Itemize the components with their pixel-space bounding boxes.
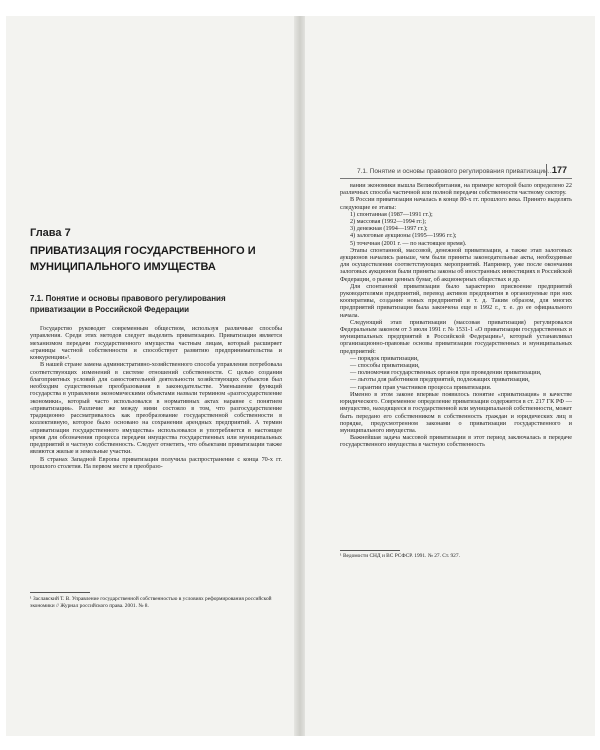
paragraph: Именно в этом законе впервые появилось понятие «приватизация» в качестве юридического. Современное определение приватизации содержится в ст. 217 ГК РФ — имущество, находящееся в государственной или муниципальной собственности, может быть передано его собственником в собственность граждан и юридических лиц в порядке, предусмотренном законами о приватизации государственного и муниципального имущества. [340,390,572,434]
list-item: — полномочия государственных органов при проведении приватизации, [350,369,542,377]
right-footnote: ¹ Ведомости СНД и ВС РСФСР. 1991. № 27. Ст. 927. [340,553,460,559]
list-item: 5) точечная (2001 г. — по настоящее время). [350,239,467,247]
chapter-label: Глава 7 [30,227,71,239]
list-item: 2) массовая (1992—1994 гг.); [350,218,427,226]
list-item: 3) денежная (1994—1997 гг.); [350,225,428,233]
paragraph: вании экономики вышла Великобритания, на примере которой было определено 22 различных способа частичной или полной передачи собственности частному сектору. [340,182,572,197]
list-item: 1) спонтанная (1987—1991 гг.); [350,210,433,218]
left-body-text [30,325,282,470]
list-item: — порядок приватизации, [350,354,419,362]
paragraph: Важнейшая задача массовой приватизации в этот период заключалась в передаче государственного имущества в частную собственность [340,434,572,449]
running-head: 7.1. Понятие и основы правового регулирования приватизации... [357,168,554,175]
list-item: — льготы для работников предприятий, подлежащих приватизации, [350,376,530,384]
paragraph: В нашей стране замена административно-хозяйственного способа управления потребовала соответствующих изменений в системе отношений собственности. С целью создания благоприятных условий для самостоятельной деятельности хозяйствующих субъектов был необходим существенные преобразования в законодательстве. Уменьшение функций государства в управлении экономическими объектами назвали термином «разгосударствление экономики», который часто использовался в нормативных актах наравне с понятием «приватизация». Различие же между ними состояло в том, что разгосударствление традиционно рассматривалось как преобразование государственной собственности в коллективную, которое было основано на сохранении арендных предприятий. А термин «приватизация государственного имущества» использовался и употребляется в настоящее время для обозначения процесса передачи имущества государственных или муниципальных предприятий в частную собственность. Следует отметить, что объектами приватизации также являются жилые и земельные участки. [30,361,282,456]
footnote-divider [340,550,400,551]
list-item: 4) залоговые аукционы (1995—1996 гг.); [350,232,457,240]
paragraph: Государство руководит современным обществом, используя различные способы управления. Среди этих методов следует выделить приватизацию. Приватизация является механизмом передачи государственного имущества частным лицам, который расширяет «границы частной собственности и способствует развитию предпринимательства и конкуренции»¹. [30,325,282,361]
left-footnote: ¹ Заславский Т. В. Управление государственной собственностью в условиях реформирования российской экономики // Журнал российского права. 2001. № 8. [30,596,272,609]
header-divider-vertical [546,164,547,176]
page-number: 177 [552,165,568,175]
paragraph: В странах Западной Европы приватизация получила распространение с конца 70-х гг. прошлого столетия. На первом месте в преобразо- [30,455,282,470]
paragraph: Для спонтанной приватизации было характерно присвоение предприятий руководителями предприятий, перевод активов предприятия в организуемые при них кооперативы, создание новых предприятий и т. д. Таким образом, для многих предприятий приватизация была закончена еще в 1992 г., т. е. до ее официального начала. [340,282,572,319]
chapter-title: ПРИВАТИЗАЦИЯ ГОСУДАРСТВЕННОГО И МУНИЦИПАЛЬНОГО ИМУЩЕСТВА [30,245,256,273]
section-title: 7.1. Понятие и основы правового регулирования приватизации в Российской Федерации [30,294,226,314]
paragraph: Следующий этап приватизации (массовая приватизация) регулировался Федеральным законом от 3 июля 1991 г. № 1531-1 «О приватизации государственных и муниципальных предприятий в Российской Федерации»¹, который устанавливал организационно-правовые основы приватизации государственных и муниципальных предприятий: [340,318,572,355]
header-rule [340,178,572,179]
list-item: — способы приватизации, [350,362,420,370]
paragraph: Этапы спонтанной, массовой, денежной приватизации, а также этап залоговых аукционов начались раньше, чем были приняты законодательные акты, необходимые для осуществления соответствующих мероприятий. Например, уже после окончания залоговых аукционов были приняты законы об иностранных инвестициях в Российской Федерации, о рынке ценных бумаг, об акционерных обществах и др. [340,246,572,283]
right-body-text [340,182,572,449]
list-item: — гарантии прав участников процесса приватизации. [350,383,492,391]
paragraph: В России приватизация началась в конце 80-х гг. прошлого века. Принято выделять следующие ее этапы: [340,196,572,211]
footnote-divider [30,592,90,593]
